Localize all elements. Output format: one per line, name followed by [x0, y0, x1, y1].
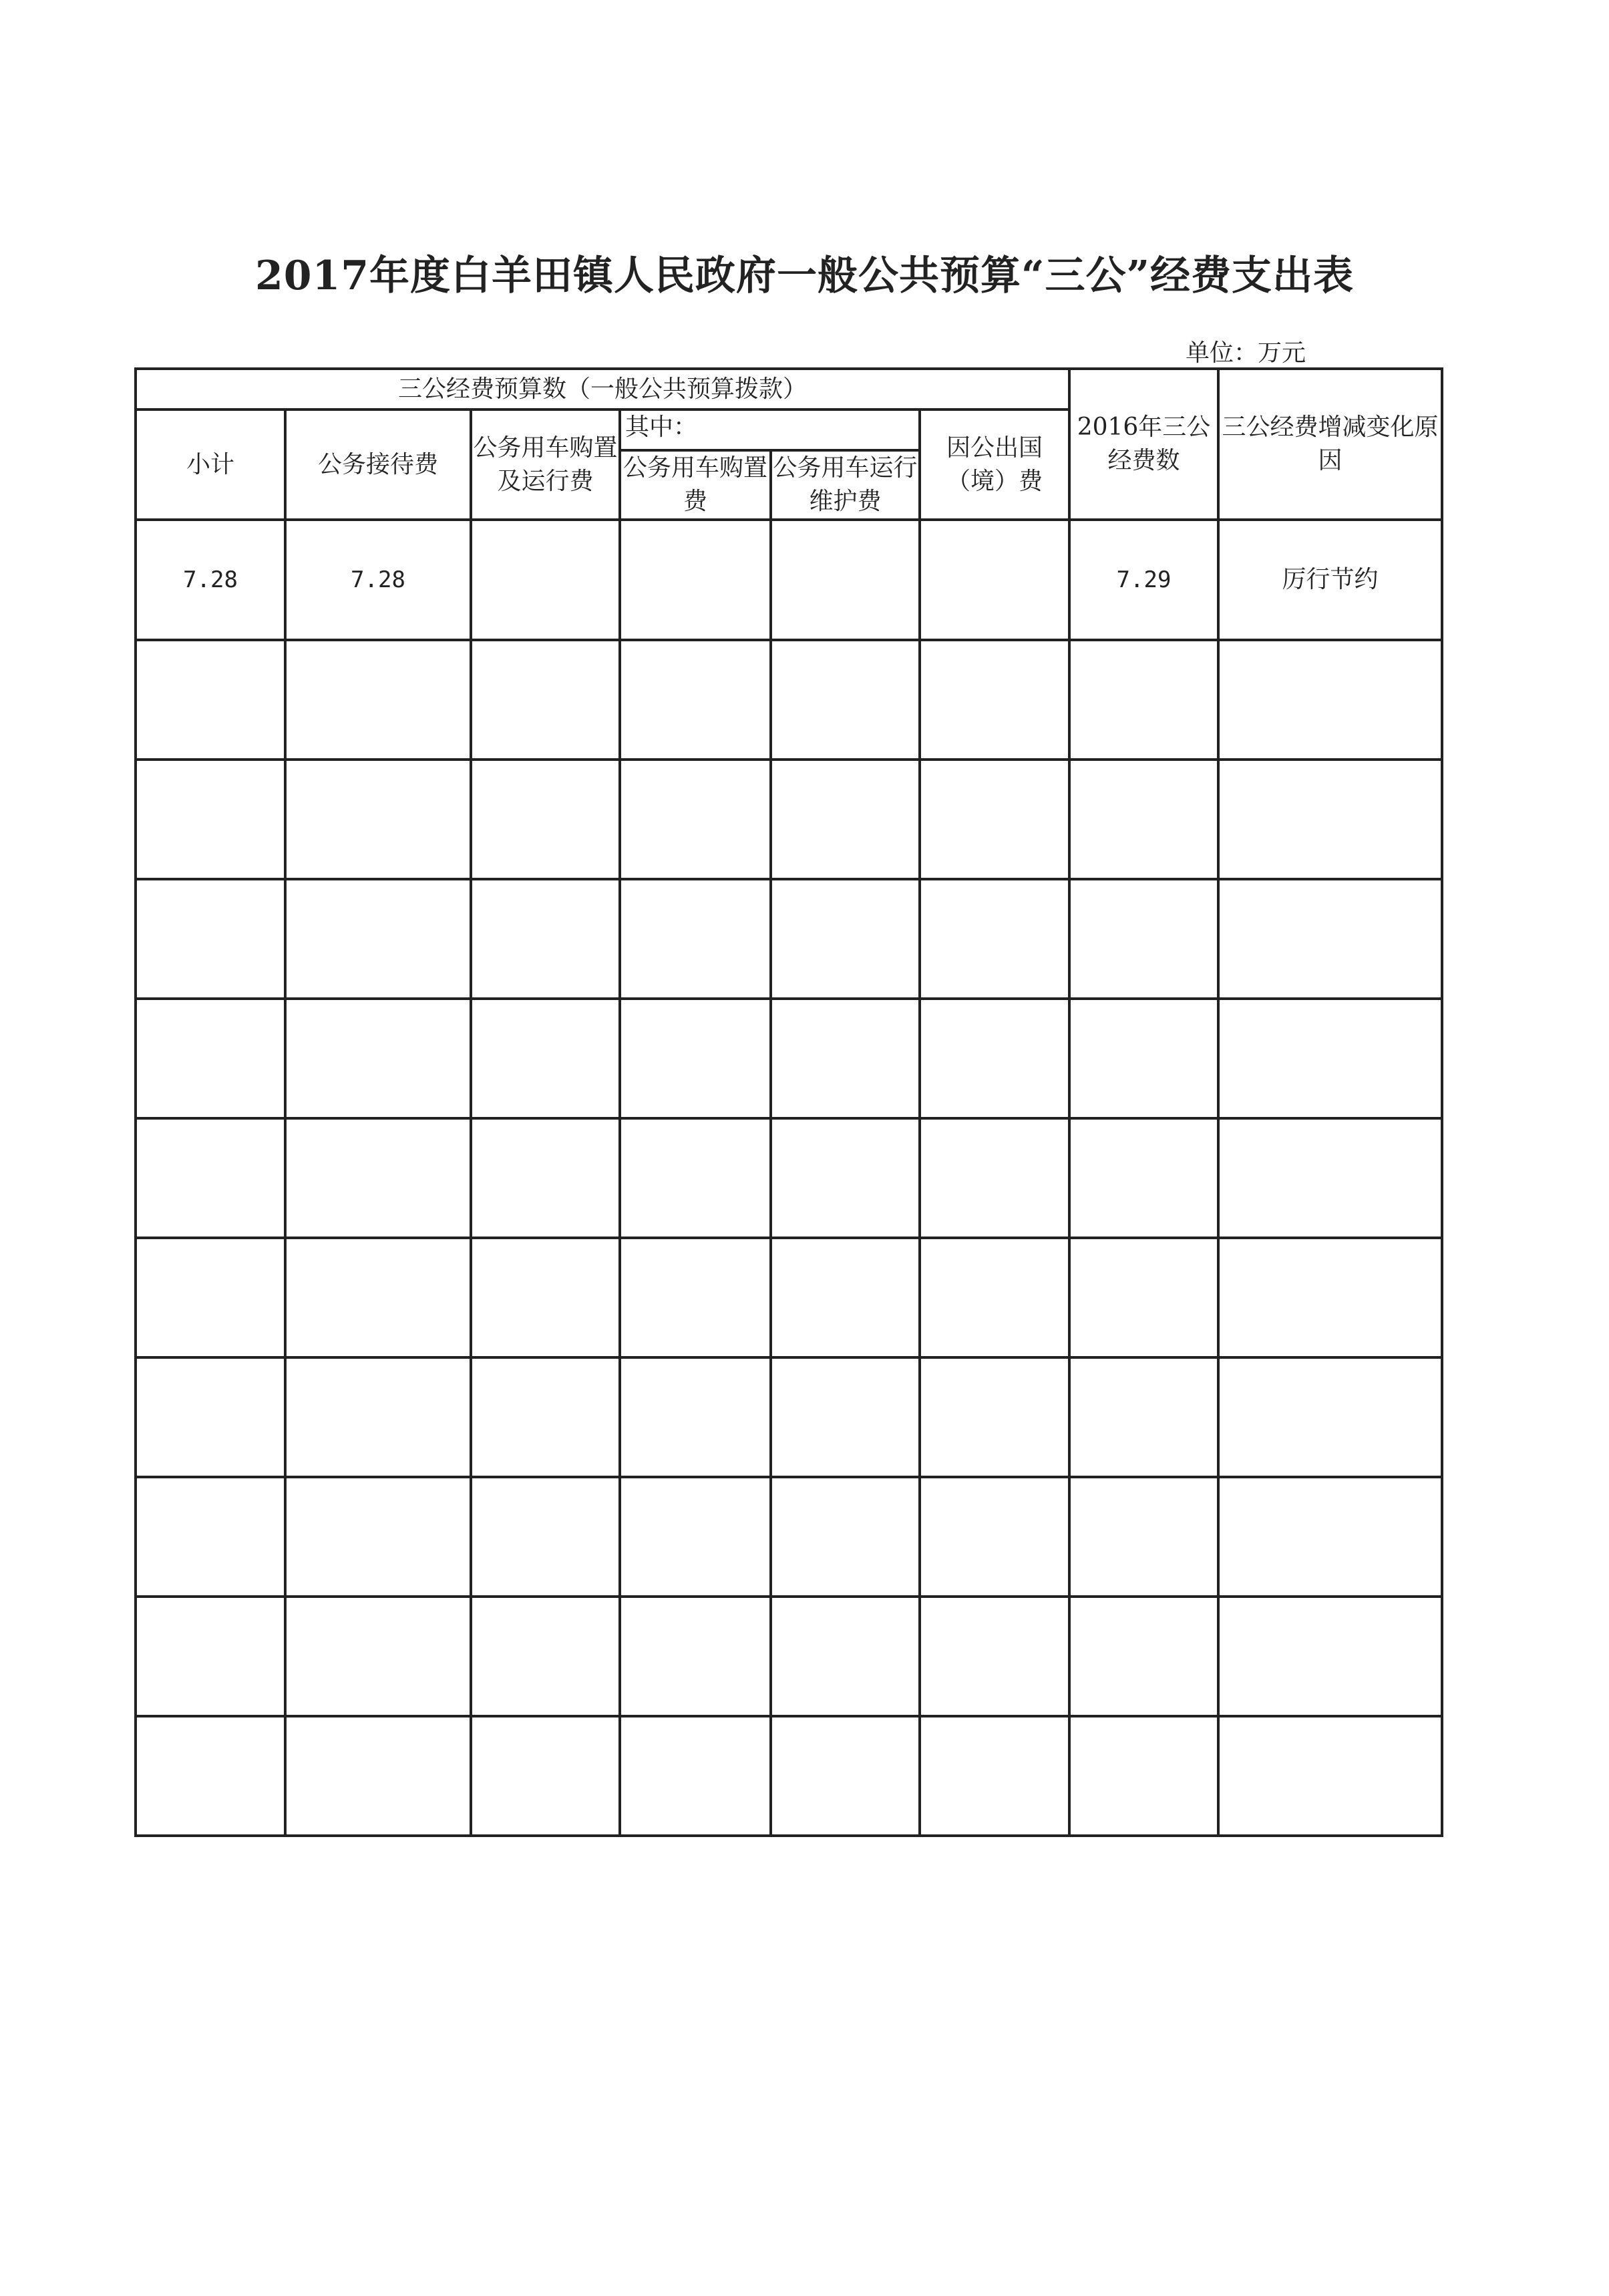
- empty-cell: [920, 1118, 1069, 1238]
- empty-table-row: [136, 1238, 1442, 1357]
- header-overseas: 因公出国（境）费: [920, 409, 1069, 520]
- empty-table-row: [136, 1597, 1442, 1716]
- empty-cell: [285, 1238, 471, 1357]
- empty-table-row: [136, 1118, 1442, 1238]
- empty-cell: [1069, 1238, 1218, 1357]
- empty-cell: [285, 1597, 471, 1716]
- table-row: [136, 520, 1442, 640]
- empty-cell: [471, 1118, 620, 1238]
- empty-cell: [471, 640, 620, 760]
- cell-prev-year: 7.29: [1069, 520, 1218, 640]
- empty-cell: [771, 760, 920, 879]
- empty-cell: [771, 999, 920, 1118]
- empty-cell: [471, 1357, 620, 1477]
- empty-cell: [920, 1716, 1069, 1836]
- empty-cell: [920, 999, 1069, 1118]
- expense-table: [134, 367, 1443, 1837]
- empty-cell: [620, 879, 771, 999]
- empty-cell: [1218, 1597, 1442, 1716]
- empty-table-row: [136, 999, 1442, 1118]
- empty-cell: [920, 1477, 1069, 1597]
- cell-reason: 厉行节约: [1218, 520, 1442, 640]
- cell-vehicle: [471, 520, 620, 640]
- empty-cell: [1218, 760, 1442, 879]
- empty-cell: [285, 879, 471, 999]
- empty-cell: [771, 1357, 920, 1477]
- empty-cell: [1218, 999, 1442, 1118]
- header-of-which: 其中：: [620, 409, 920, 450]
- empty-cell: [285, 640, 471, 760]
- empty-cell: [771, 879, 920, 999]
- empty-cell: [471, 1238, 620, 1357]
- header-reception: 公务接待费: [285, 409, 471, 520]
- empty-cell: [1069, 760, 1218, 879]
- header-prev-year: 2016年三公经费数: [1069, 369, 1218, 520]
- empty-cell: [920, 1357, 1069, 1477]
- empty-cell: [620, 1118, 771, 1238]
- empty-cell: [620, 1597, 771, 1716]
- empty-cell: [1069, 640, 1218, 760]
- empty-cell: [136, 760, 285, 879]
- empty-cell: [285, 760, 471, 879]
- empty-cell: [920, 1238, 1069, 1357]
- empty-table-row: [136, 1716, 1442, 1836]
- empty-cell: [771, 1238, 920, 1357]
- empty-table-row: [136, 879, 1442, 999]
- empty-cell: [771, 1477, 920, 1597]
- header-subtotal: 小计: [136, 409, 285, 520]
- header-budget-group: 三公经费预算数（一般公共预算拨款）: [136, 369, 1069, 409]
- empty-cell: [285, 1357, 471, 1477]
- cell-subtotal: 7.28: [136, 520, 285, 640]
- empty-cell: [136, 1357, 285, 1477]
- empty-cell: [620, 1238, 771, 1357]
- empty-cell: [1069, 879, 1218, 999]
- empty-cell: [471, 879, 620, 999]
- empty-cell: [1069, 1118, 1218, 1238]
- empty-cell: [285, 1716, 471, 1836]
- empty-cell: [136, 1238, 285, 1357]
- page-title: 2017年度白羊田镇人民政府一般公共预算“三公”经费支出表: [254, 253, 1354, 299]
- empty-cell: [285, 1118, 471, 1238]
- empty-cell: [771, 1118, 920, 1238]
- empty-table-row: [136, 1357, 1442, 1477]
- empty-cell: [136, 999, 285, 1118]
- header-vehicle: 公务用车购置及运行费: [471, 409, 620, 520]
- empty-cell: [1218, 1238, 1442, 1357]
- empty-cell: [771, 640, 920, 760]
- cell-reception: 7.28: [285, 520, 471, 640]
- empty-cell: [620, 999, 771, 1118]
- empty-cell: [920, 1597, 1069, 1716]
- empty-cell: [471, 1477, 620, 1597]
- cell-vehicle-operation: [771, 520, 920, 640]
- empty-cell: [771, 1597, 920, 1716]
- empty-cell: [1218, 1118, 1442, 1238]
- empty-cell: [1218, 640, 1442, 760]
- empty-cell: [136, 1118, 285, 1238]
- empty-cell: [285, 1477, 471, 1597]
- empty-cell: [1069, 1716, 1218, 1836]
- empty-cell: [920, 879, 1069, 999]
- empty-cell: [136, 879, 285, 999]
- empty-cell: [1218, 1477, 1442, 1597]
- header-reason: 三公经费增减变化原因: [1218, 369, 1442, 520]
- empty-cell: [136, 1477, 285, 1597]
- empty-cell: [620, 1716, 771, 1836]
- empty-cell: [1218, 1716, 1442, 1836]
- empty-cell: [136, 1716, 285, 1836]
- empty-cell: [1069, 999, 1218, 1118]
- empty-cell: [136, 640, 285, 760]
- empty-table-row: [136, 1477, 1442, 1597]
- empty-cell: [920, 760, 1069, 879]
- empty-cell: [920, 640, 1069, 760]
- empty-cell: [1218, 1357, 1442, 1477]
- empty-cell: [471, 1597, 620, 1716]
- empty-cell: [1069, 1597, 1218, 1716]
- empty-cell: [471, 1716, 620, 1836]
- empty-cell: [771, 1716, 920, 1836]
- empty-cell: [1218, 879, 1442, 999]
- cell-vehicle-purchase: [620, 520, 771, 640]
- header-vehicle-purchase: 公务用车购置费: [620, 450, 771, 520]
- empty-cell: [1069, 1477, 1218, 1597]
- empty-cell: [136, 1597, 285, 1716]
- unit-label: 单位：万元: [1186, 339, 1306, 367]
- empty-cell: [620, 760, 771, 879]
- empty-cell: [620, 1477, 771, 1597]
- empty-table-row: [136, 760, 1442, 879]
- cell-overseas: [920, 520, 1069, 640]
- header-vehicle-operation: 公务用车运行维护费: [771, 450, 920, 520]
- empty-cell: [620, 1357, 771, 1477]
- empty-cell: [471, 999, 620, 1118]
- empty-cell: [1069, 1357, 1218, 1477]
- empty-cell: [471, 760, 620, 879]
- empty-cell: [285, 999, 471, 1118]
- empty-cell: [620, 640, 771, 760]
- empty-table-row: [136, 640, 1442, 760]
